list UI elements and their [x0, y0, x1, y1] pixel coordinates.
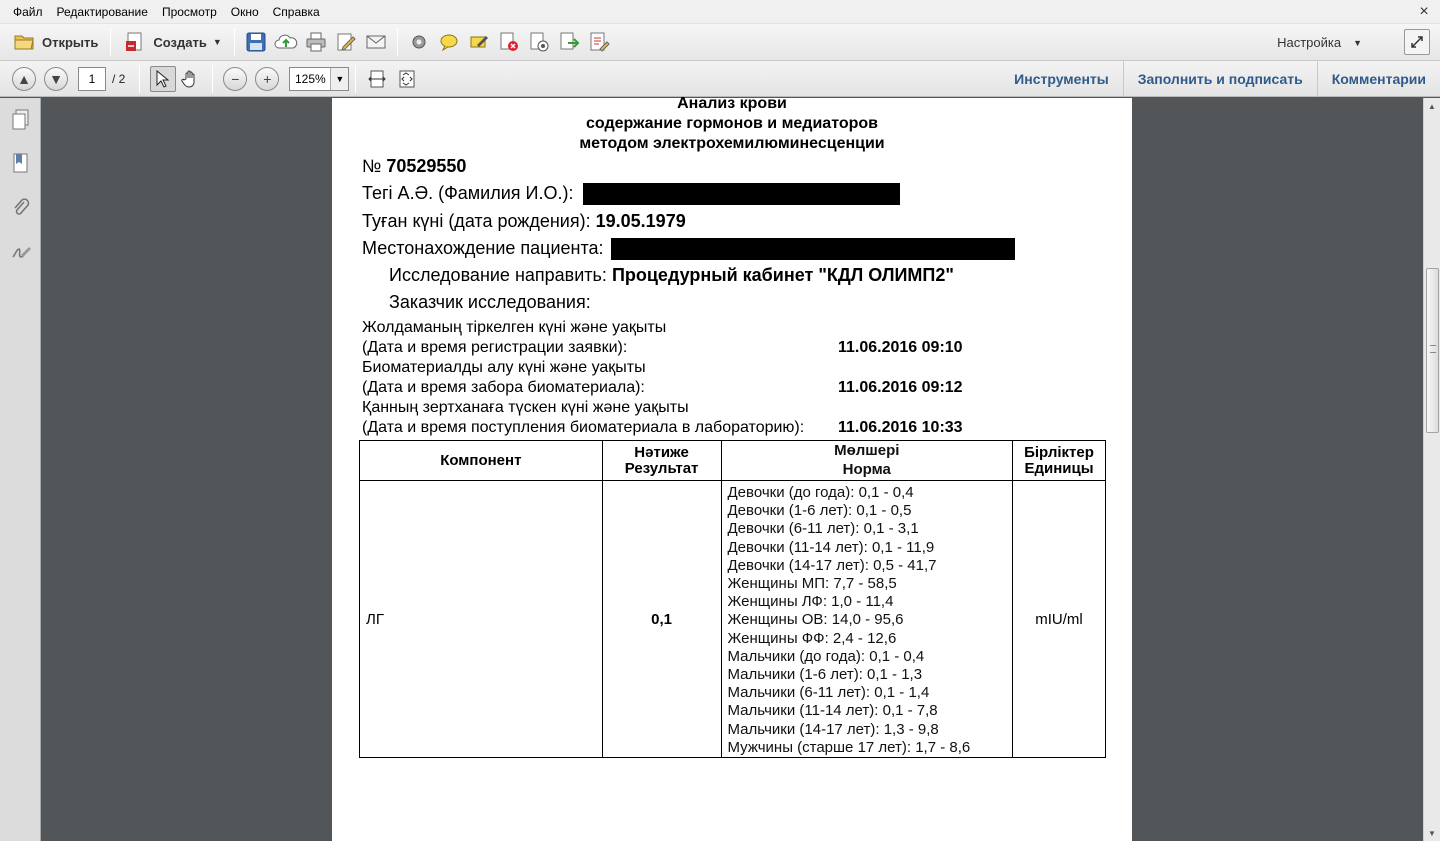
navigation-toolbar — [0, 61, 1440, 97]
norm-line: Мальчики (до года): 0,1 - 0,4 — [727, 647, 925, 665]
scroll-down-icon[interactable]: ▼ — [1428, 828, 1436, 838]
reg-kz: Жолдаманың тіркелген күні және уақыты — [362, 319, 667, 336]
fit-width-icon[interactable] — [362, 65, 392, 93]
page-number-input[interactable]: 1 — [78, 67, 106, 91]
toolbar-divider — [397, 28, 398, 56]
menu-view[interactable]: Просмотр — [161, 4, 217, 19]
norm-line: Девочки (14-17 лет): 0,5 - 41,7 — [727, 556, 937, 574]
scrollbar-thumb[interactable] — [1426, 268, 1439, 433]
settings-label: Настройка — [1277, 35, 1342, 50]
page-settings-icon[interactable] — [524, 28, 554, 56]
document-page — [332, 95, 1132, 841]
page-total: / 2 — [112, 71, 126, 86]
chevron-down-icon: ▼ — [212, 37, 222, 47]
task-pane-links — [1000, 61, 1440, 97]
customer-row: Заказчик исследования: — [389, 292, 591, 312]
tools-link[interactable]: Инструменты — [1014, 71, 1109, 87]
email-icon[interactable] — [361, 28, 391, 56]
attachments-icon[interactable] — [0, 186, 41, 230]
print-icon[interactable] — [301, 28, 331, 56]
col-unit: Бірліктер Единицы — [1013, 441, 1106, 481]
norm-line: Девочки (6-11 лет): 0,1 - 3,1 — [727, 520, 919, 538]
previous-page-icon[interactable]: ▲ — [12, 67, 36, 91]
col-component: Компонент — [360, 441, 603, 481]
main-toolbar — [0, 24, 1440, 61]
doc-number: № 70529550 — [362, 156, 467, 176]
create-pdf-icon — [123, 30, 147, 54]
toolbar-divider — [110, 28, 111, 56]
referral-row: Исследование направить: Процедурный кабинет "КДЛ ОЛИМП2" — [389, 265, 954, 285]
norm-line: Мальчики (6-11 лет): 0,1 - 1,4 — [727, 684, 930, 702]
zoom-value: 125% — [294, 71, 326, 86]
zoom-select[interactable] — [289, 67, 349, 91]
cloud-upload-icon[interactable] — [271, 28, 301, 56]
next-page-icon[interactable]: ▼ — [44, 67, 68, 91]
norm-line: Женщины ЛФ: 1,0 - 11,4 — [727, 593, 894, 611]
redacted-location — [611, 238, 1015, 260]
col-result: Нәтиже Результат — [602, 441, 721, 481]
component-cell: ЛГ — [360, 481, 603, 758]
open-button[interactable] — [6, 27, 104, 57]
close-document-icon[interactable]: × — [1419, 3, 1429, 20]
hand-tool-icon[interactable] — [176, 65, 206, 93]
norm-line: Мальчики (14-17 лет): 1,3 - 9,8 — [727, 720, 939, 738]
extract-page-icon[interactable] — [554, 28, 584, 56]
expand-icon[interactable] — [1404, 29, 1430, 55]
navigation-pane — [0, 98, 41, 841]
table-row — [360, 481, 1106, 758]
results-table — [359, 440, 1106, 758]
dob-row: Туған күні (дата рождения): 19.05.1979 — [362, 211, 686, 231]
gear-icon[interactable] — [404, 28, 434, 56]
norm-line: Мальчики (1-6 лет): 0,1 - 1,3 — [727, 666, 923, 684]
create-button[interactable] — [117, 27, 227, 57]
toolbar-divider — [139, 65, 140, 93]
arrival-value: 11.06.2016 10:33 — [838, 419, 963, 436]
norm-line: Девочки (1-6 лет): 0,1 - 0,5 — [727, 502, 912, 520]
menu-edit[interactable]: Редактирование — [56, 4, 148, 19]
settings-dropdown[interactable] — [1277, 24, 1362, 61]
norm-line: Мальчики (11-14 лет): 0,1 - 7,8 — [727, 702, 938, 720]
comments-link[interactable]: Комментарии — [1317, 61, 1440, 97]
sample-value: 11.06.2016 09:12 — [838, 379, 963, 396]
norm-line: Женщины ФФ: 2,4 - 12,6 — [727, 629, 897, 647]
result-cell: 0,1 — [602, 481, 721, 758]
sample-kz: Биоматериалды алу күні және уақыты — [362, 359, 646, 376]
menubar — [0, 0, 1440, 24]
norm-line: Женщины МП: 7,7 - 58,5 — [727, 575, 897, 593]
delete-page-icon[interactable] — [494, 28, 524, 56]
page-thumbnails-icon[interactable] — [0, 98, 41, 142]
reg-value: 11.06.2016 09:10 — [838, 339, 963, 356]
menu-help[interactable]: Справка — [272, 4, 320, 19]
select-tool-icon[interactable] — [150, 66, 176, 92]
norm-line: Женщины ОВ: 14,0 - 95,6 — [727, 611, 904, 629]
edit-icon[interactable] — [331, 28, 361, 56]
col-norm: Мөлшері Норма — [721, 441, 1013, 481]
reg-ru: (Дата и время регистрации заявки): — [362, 339, 628, 356]
sample-ru: (Дата и время забора биоматериала): — [362, 379, 645, 396]
doc-title: Анализ крови — [677, 95, 787, 112]
toolbar-divider — [234, 28, 235, 56]
highlight-icon[interactable] — [464, 28, 494, 56]
save-icon[interactable] — [241, 28, 271, 56]
unit-cell: mIU/ml — [1013, 481, 1106, 758]
bookmarks-icon[interactable] — [0, 142, 41, 186]
vertical-scrollbar[interactable] — [1423, 98, 1440, 841]
comment-icon[interactable] — [434, 28, 464, 56]
redacted-name — [583, 183, 900, 205]
location-row: Местонахождение пациента: — [362, 238, 1015, 260]
norm-line: Девочки (до года): 0,1 - 0,4 — [727, 484, 914, 501]
patient-name-row: Тегі А.Ә. (Фамилия И.О.): — [362, 183, 900, 205]
arrival-ru: (Дата и время поступления биоматериала в лабораторию): — [362, 419, 805, 436]
toolbar-divider — [355, 65, 356, 93]
scroll-up-icon[interactable]: ▲ — [1428, 101, 1436, 111]
zoom-out-icon[interactable]: − — [223, 67, 247, 91]
doc-subtitle: содержание гормонов и медиаторов — [586, 115, 878, 132]
zoom-in-icon[interactable]: + — [255, 67, 279, 91]
norm-line: Девочки (11-14 лет): 0,1 - 11,9 — [727, 538, 935, 556]
create-label: Создать — [153, 34, 207, 50]
toolbar-divider — [212, 65, 213, 93]
doc-method: методом электрохемилюминесценции — [579, 135, 885, 152]
menu-file[interactable]: Файл — [13, 4, 43, 19]
chevron-down-icon: ▼ — [1353, 37, 1362, 48]
fill-sign-link[interactable]: Заполнить и подписать — [1123, 61, 1317, 97]
menu-window[interactable]: Окно — [230, 4, 259, 19]
table-header-row — [360, 441, 1106, 481]
norm-cell — [721, 481, 1013, 758]
folder-icon — [12, 30, 36, 54]
arrival-kz: Қанның зертханаға түскен күні және уақыты — [362, 399, 689, 416]
fit-page-icon[interactable] — [392, 65, 422, 93]
chevron-down-icon: ▼ — [330, 68, 348, 90]
form-icon[interactable] — [584, 28, 614, 56]
norm-line: Мужчины (старше 17 лет): 1,7 - 8,6 — [727, 738, 971, 756]
open-label: Открыть — [42, 34, 99, 50]
signatures-icon[interactable] — [0, 230, 41, 274]
